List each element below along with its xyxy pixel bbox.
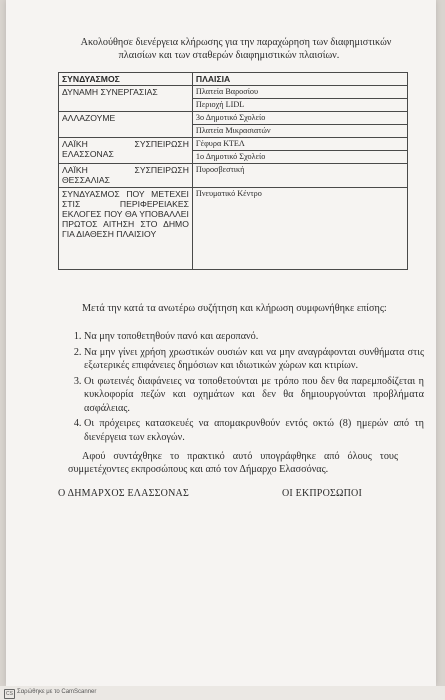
party-cell: ΛΑΪΚΗ ΣΥΣΠΕΙΡΩΣΗ ΕΛΑΣΣΟΝΑΣ [59,138,193,164]
mayor-signature-label: Ο ΔΗΜΑΡΧΟΣ ΕΛΑΣΣΟΝΑΣ [58,488,189,499]
square-cell: Πλατεία Μικρασιατών [192,125,407,138]
agreement-paragraph: Μετά την κατά τα ανωτέρω συζήτηση και κλήρωση συμφωνήθηκε επίσης: [82,303,387,314]
allocation-table [58,72,408,270]
table-header-row [59,73,408,86]
scanner-footer [0,686,445,700]
header-party: ΣΥΝΔΥΑΣΜΟΣ [59,73,193,86]
party-cell: ΛΑΪΚΗ ΣΥΣΠΕΙΡΩΣΗ ΘΕΣΣΑΛΙΑΣ [59,164,193,188]
agreement-list [64,330,424,446]
list-item: 4. Οι πρόχειρες κατασκευές να απομακρυνθούν εντός οκτώ (8) ημερών από τη διενέργεια των εκλογών. [84,417,424,444]
table-row [59,86,408,99]
list-item: 2. Να μην γίνει χρήση χρωστικών ουσιών και να μην αναγράφονται συνθήματα στις εξωτερικές επιφάνειες δημόσιων και ιδιωτικών χώρων και κτιρίων. [84,346,424,373]
square-cell: Περιοχή LIDL [192,99,407,112]
party-cell: ΣΥΝΔΥΑΣΜΟΣ ΠΟΥ ΜΕΤΕΧΕΙ ΣΤΙΣ ΠΕΡΙΦΕΡΕΙΑΚΕΣ ΕΚΛΟΓΕΣ ΠΟΥ ΘΑ ΥΠΟΒΑΛΛΕΙ ΠΡΩΤΟΣ ΑΙΤΗΣΗ ΣΤΟ ΔΗΜΟ ΓΙΑ ΔΙΑΘΕΣΗ ΠΛΑΙΣΙΟΥ [59,188,193,270]
header-squares: ΠΛΑΙΣΙΑ [192,73,407,86]
party-cell: ΑΛΛΑΖΟΥΜΕ [59,112,193,138]
table-row [59,164,408,188]
square-cell: 1ο Δημοτικό Σχολείο [192,151,407,164]
table-row [59,188,408,270]
intro-paragraph: Ακολούθησε διενέργεια κλήρωσης για την παραχώρηση των διαφημιστικών πλαισίων και των σταθερών διαφημιστικών πλαισίων. [80,37,392,61]
square-cell: Πλατεία Βαροσίου [192,86,407,99]
document-page [6,0,436,686]
square-cell: 3ο Δημοτικό Σχολείο [192,112,407,125]
representatives-signature-label: ΟΙ ΕΚΠΡΟΣΩΠΟΙ [282,488,363,499]
camscanner-logo-icon: CS [4,689,15,699]
party-cell: ΔΥΝΑΜΗ ΣΥΝΕΡΓΑΣΙΑΣ [59,86,193,112]
closing-paragraph: Αφού συντάχθηκε το πρακτικό αυτό υπογράφθηκε από όλους τους συμμετέχοντες εκπροσώπους και από τον Δήμαρχο Ελασσόνας. [68,451,398,475]
square-cell: Γέφυρα ΚΤΕΛ [192,138,407,151]
table-row [59,138,408,151]
square-cell: Πνευματικό Κέντρο [192,188,407,270]
list-item: 1. Να μην τοποθετηθούν πανό και αεροπανό. [84,330,424,344]
square-cell: Πυροσβεστική [192,164,407,188]
list-item: 3. Οι φωτεινές διαφάνειες να τοποθετούνται με τρόπο που δεν θα παρεμποδίζεται η κυκλοφορία πεζών και οχημάτων και δεν θα δημιουργούνται προβλήματα ασφάλειας. [84,375,424,416]
table-row [59,112,408,125]
scanner-caption: Σαρώθηκε με το CamScanner [17,689,97,695]
